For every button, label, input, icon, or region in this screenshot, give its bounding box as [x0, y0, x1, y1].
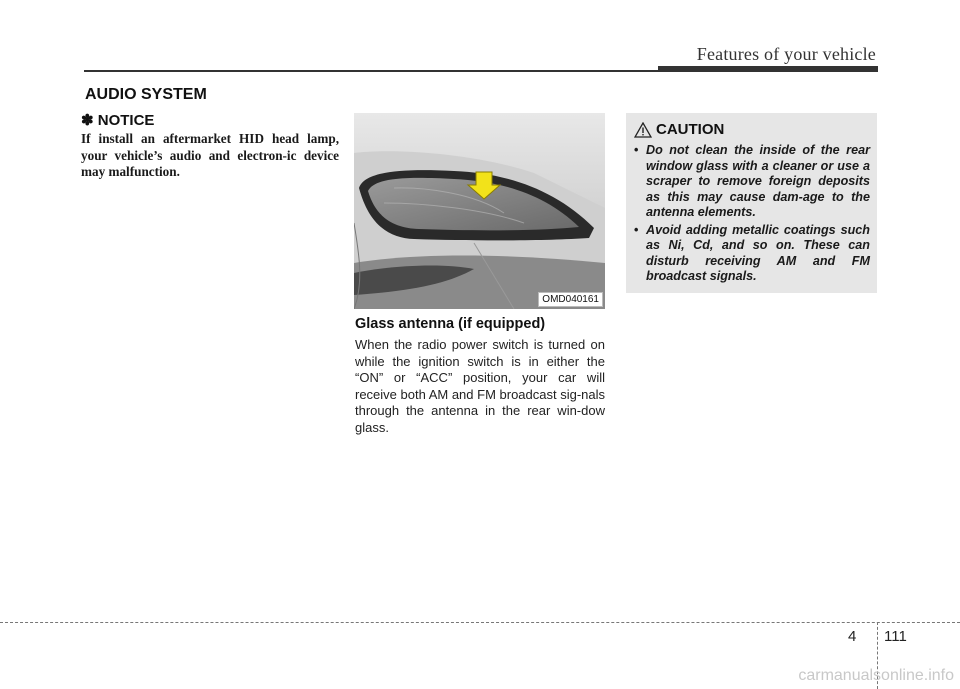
figure-code-label: OMD040161 [538, 292, 603, 307]
notice-body: If install an aftermarket HID head lamp, your vehicle’s audio and electron-ic device may malfunction. [81, 131, 339, 179]
caution-list [634, 143, 870, 287]
glass-antenna-body: When the radio power switch is turned on while the ignition switch is in either the “ON” or “ACC” position, your car will receive both AM and FM broadcast sig-nals through the antenna in the rear win-dow glass. [355, 337, 606, 435]
caution-header [634, 121, 724, 138]
notice-heading: ✽ NOTICE [81, 112, 155, 129]
warning-triangle-icon [634, 122, 652, 138]
glass-antenna-title: Glass antenna (if equipped) [355, 316, 546, 332]
caution-item: • Do not clean the inside of the rear window glass with a cleaner or use a scraper to remove foreign deposits as this may cause dam-age to the antenna elements. [634, 143, 870, 219]
caution-box [626, 113, 877, 293]
notice-block [81, 111, 339, 181]
watermark: carmanualsonline.info [798, 667, 954, 684]
section-title: AUDIO SYSTEM [85, 86, 207, 103]
chapter-number: 4 [848, 628, 857, 645]
page-number: 111 [884, 628, 907, 645]
header-rule-accent [658, 66, 878, 72]
rear-window-figure [354, 113, 605, 309]
page-header-title: Features of your vehicle [696, 44, 876, 64]
footer-rule [0, 622, 960, 623]
car-rear-window-illustration [354, 113, 605, 309]
caution-title: CAUTION [656, 121, 725, 138]
caution-item: • Avoid adding metallic coatings such as Ni, Cd, and so on. These can disturb receiving AM and FM broadcast signals. [634, 222, 870, 283]
